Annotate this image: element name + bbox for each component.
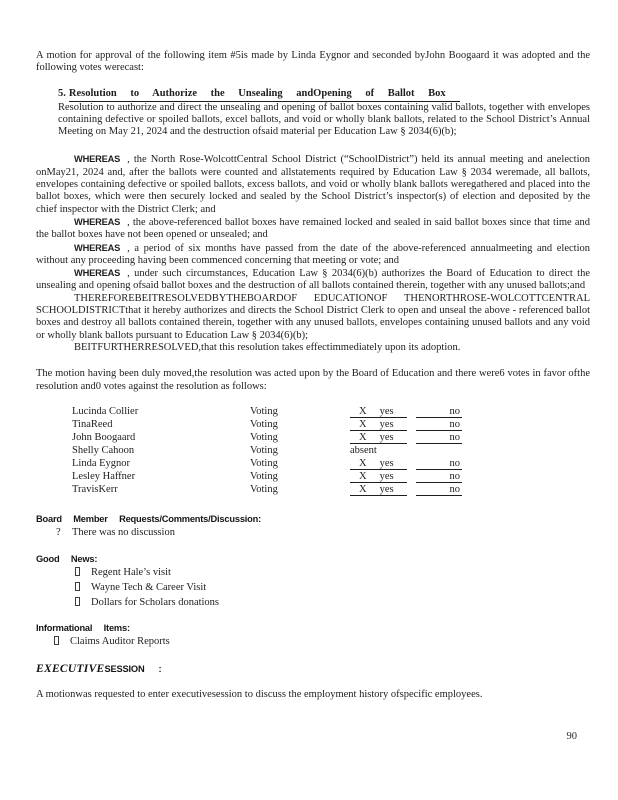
voter-name: Lesley Haffner [72,470,136,482]
vote-mark: X [359,470,367,482]
no-line [416,471,462,483]
list-item-text: Claims Auditor Reports [70,635,170,647]
whereas-clause-3 [36,242,590,268]
vote-result-absent: absent [350,444,377,456]
vote-result [350,483,462,496]
informational-section [36,622,590,649]
whereas-clause-4 [36,267,590,293]
board-member-heading: Board Member Requests/Comments/Discussion: [36,513,262,524]
resolution-title: Resolution to Authorize the Unsealing andOpening of Ballot Box [69,87,460,102]
yes-line [350,471,407,483]
no-label: no [449,483,460,495]
resolution-number: 5. [58,87,66,99]
further-resolved-clause: BEITFURTHERRESOLVED,that this resolution takes effectimmediately upon its adoption. [74,341,461,353]
vote-row [72,405,590,418]
vote-mark: X [359,431,367,443]
informational-list [36,634,590,649]
resolution-item-5 [58,87,590,139]
yes-label: yes [379,483,394,495]
list-item [54,634,590,649]
discussion-text: There was no discussion [72,526,175,538]
list-item-text: Regent Hale’s visit [91,566,171,578]
yes-label: yes [379,457,394,469]
vote-result [350,457,462,470]
executive-session-heading [36,663,590,675]
whereas-text: , under such circumstances, Education Law § 2034(6)(b) authorizes the Board of Education to direct the unsealing and opening ofsaid ballot boxes and the destruction of all ballots contained therein, together with any unused ballots;and [36,268,590,292]
motion-result-paragraph: The motion having been duly moved,the resolution was acted upon by the Board of Education and there were6 votes in favor ofthe resolution and0 votes against the resolution as follows: [36,368,590,392]
yes-label: yes [379,431,394,443]
whereas-clause-1 [36,153,590,215]
whereas-text: , a period of six months have passed from the date of the above-referenced annualmeeting and election without any proceeding having been commenced concerning that meeting or vote; and [36,242,590,266]
no-label: no [449,418,460,430]
list-item-text: Dollars for Scholars donations [91,596,220,608]
vote-result [350,470,462,483]
whereas-text: , the North Rose-WolcottCentral School District (“SchoolDistrict”) held its annual meeting and anelection onMay21, 2024 and, after the ballots were counted and allstatements required by Education Law § 2034 weremade, all ballots, envelopes containing defective or spoiled ballots, excess ballots, and void or wholly blank ballots weregathered and placed into the ballot boxes, which were then securely locked and sealed by the School District’s inspector(s) of election and deposited by the chief inspector with the District Clerk; and [36,154,590,215]
list-item [75,595,590,610]
vote-action-label: Voting [250,418,278,430]
vote-mark: X [359,418,367,430]
vote-row [72,483,590,496]
intro-paragraph: A motion for approval of the following item #5is made by Linda Eygnor and seconded byJohn Boogaard it was adopted and the following votes werecast: [36,50,590,74]
vote-action-label: Voting [250,483,278,495]
yes-line [350,419,407,431]
list-item [75,580,590,595]
box-bullet-icon [54,636,59,645]
page-number: 90 [566,731,577,742]
whereas-label: WHEREAS [74,268,121,279]
no-label: no [449,431,460,443]
executive-label: EXECUTIVE [36,662,105,675]
whereas-label: WHEREAS [74,216,121,227]
yes-line [350,458,407,470]
list-item [75,565,590,580]
no-label: no [449,470,460,482]
whereas-clauses [36,153,590,354]
therefore-resolved-clause: THEREFOREBEITRESOLVEDBYTHEBOARDOF EDUCATIONOF THENORTHROSE-WOLCOTTCENTRAL SCHOOLDISTRICTthat it hereby authorizes and directs the School District Clerk to open and unseal the above - referenced ballot boxes and destroy all ballots contained therein, together with any unused ballots, envelopes containing unused ballots and any void or wholly blank ballots pursuant to Education Law § 2034(6)(b); [36,292,590,341]
voter-name: TravisKerr [72,483,118,495]
closing-paragraph: A motionwas requested to enter executivesession to discuss the employment history ofspecific employees. [36,688,483,700]
vote-row [72,431,590,444]
voting-table [36,405,590,496]
good-news-list [36,565,590,610]
voter-name: Lucinda Collier [72,405,139,417]
vote-action-label: Voting [250,470,278,482]
list-item-text: Wayne Tech & Career Visit [91,581,207,593]
yes-line [350,484,407,496]
heading-colon: : [158,663,162,674]
no-line [416,419,462,431]
box-bullet-icon [75,582,80,591]
voter-name: Linda Eygnor [72,457,131,469]
no-line [416,458,462,470]
vote-row [72,418,590,431]
vote-row [72,470,590,483]
no-line [416,406,462,418]
yes-label: yes [379,405,394,417]
good-news-heading: Good News: [36,553,98,564]
vote-result [350,418,462,431]
yes-line [350,406,407,418]
box-bullet-icon [75,597,80,606]
vote-mark: X [359,483,367,495]
vote-mark: X [359,457,367,469]
vote-result [350,405,462,418]
no-label: no [449,457,460,469]
yes-line [350,432,407,444]
no-line [416,432,462,444]
vote-mark: X [359,405,367,417]
whereas-clause-2 [36,216,590,242]
session-label: SESSION [104,663,145,674]
vote-action-label: Voting [250,405,278,417]
no-line [416,484,462,496]
voter-name: TinaReed [72,418,113,430]
question-mark-bullet-icon: ? [56,526,61,538]
vote-row [72,444,590,457]
voter-name: Shelly Cahoon [72,444,135,456]
good-news-section [36,553,590,610]
vote-action-label: Voting [250,457,278,469]
informational-heading: Informational Items: [36,622,130,633]
voter-name: John Boogaard [72,431,136,443]
vote-action-label: Voting [250,431,278,443]
whereas-label: WHEREAS [74,154,121,165]
whereas-text: , the above-referenced ballot boxes have remained locked and sealed in said ballot boxes since that time and the ballot boxes have not been opened or unsealed; and [36,216,590,241]
resolution-body: Resolution to authorize and direct the unsealing and opening of ballot boxes containing valid ballots, together with envelopes containing defective or spoiled ballots, excel ballots, and void or wholly blank ballots, related to the School District’s Annual Meeting on May 21, 2024 and the destruction ofsaid material per Education Law § 2034(6)(b); [58,101,590,138]
vote-action-label: Voting [250,444,278,456]
whereas-label: WHEREAS [74,242,121,253]
yes-label: yes [379,470,394,482]
resolution-heading [58,87,590,102]
yes-label: yes [379,418,394,430]
vote-result [350,431,462,444]
box-bullet-icon [75,567,80,576]
board-member-section [36,513,590,540]
discussion-item [36,526,590,540]
vote-row [72,457,590,470]
no-label: no [449,405,460,417]
